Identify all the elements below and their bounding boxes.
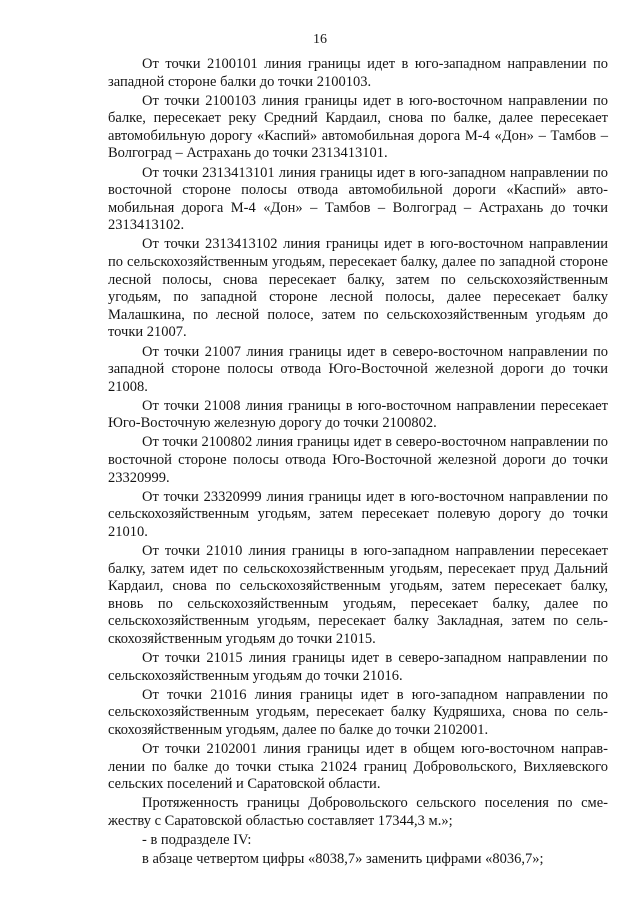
paragraph: От точки 21015 линия границы идет в северо-западном направлении по сельскохозяйственным угодьям до точки 21016.: [108, 650, 608, 684]
paragraph: От точки 2100103 линия границы идет в юго-восточном направлении по балке, пересекает реку Средний Кардаил, снова по балке, далее пересекает автомобильную дорогу «Каспий» автомобильная дорога М-4 «Дон» – Тамбов – Волгоград – Астрахань до точки 2313413101.: [108, 92, 608, 162]
page-number: 16: [313, 32, 327, 47]
paragraph: От точки 2100101 линия границы идет в юго-западном направлении по западной стороне балки до точки 2100103.: [108, 56, 608, 90]
paragraph: - в подразделе IV:: [142, 832, 252, 849]
paragraph: От точки 2102001 линия границы идет в общем юго-восточном направлении по балке до точки стыка 21024 границ Добровольского, Вихляевского сельских поселений и Саратовской области.: [108, 741, 608, 793]
paragraph: От точки 21010 линия границы в юго-западном направлении пересекает балку, затем идет по сельскохозяйственным угодьям, пересекает пруд Дальний Кардаил, снова по сельскохозяйственным угодьям, затем пересекает балку, вновь по сельскохозяйственным угодьям, пересекает балку, далее по сельскохозяйственным угодьям, пересекает балку Закладная, затем по сельскохозяйственным угодьям до точки 21015.: [108, 543, 608, 647]
paragraph: От точки 21007 линия границы идет в северо-восточном направлении по западной стороне полосы отвода Юго-Восточной железной дороги до точки 21008.: [108, 343, 608, 395]
paragraph: Протяженность границы Добровольского сельского поселения по смежеству с Саратовской областью составляет 17344,3 м.»;: [108, 795, 608, 829]
paragraph: От точки 2313413101 линия границы идет в юго-западном направлении по восточной стороне полосы отвода автомобильной дороги «Каспий» автомобильная дорога М-4 «Дон» – Тамбов – Волгоград – Астрахань до точки 2313413102.: [108, 164, 608, 234]
paragraph: От точки 2100802 линия границы идет в северо-восточном направлении по восточной стороне полосы отвода Юго-Восточной железной дороги до точки 23320999.: [108, 434, 608, 486]
document-body: [108, 56, 608, 870]
paragraph: От точки 21016 линия границы идет в юго-западном направлении по сельскохозяйственным угодьям, пересекает балку Кудряшиха, снова по сельскохозяйственным угодьям, далее по балке до точки 2102001.: [108, 686, 608, 738]
paragraph: От точки 23320999 линия границы идет в юго-восточном направлении по сельскохозяйственным угодьям, затем пересекает полевую дорогу до точки 21010.: [108, 488, 608, 540]
paragraph: От точки 2313413102 линия границы идет в юго-восточном направлении по сельскохозяйственным угодьям, пересекает балку, далее по западной стороне лесной полосы, снова пересекает балку, затем по сельскохозяйственным угодьям, по западной стороне лесной полосы, далее пересекает балку Малашкина, по лесной полосе, затем по сельскохозяйственным угодьям до точки 21007.: [108, 236, 608, 341]
paragraph: в абзаце четвертом цифры «8038,7» заменить цифрами «8036,7»;: [142, 851, 544, 868]
paragraph: От точки 21008 линия границы в юго-восточном направлении пересекает Юго-Восточную железную дорогу до точки 2100802.: [108, 397, 608, 432]
